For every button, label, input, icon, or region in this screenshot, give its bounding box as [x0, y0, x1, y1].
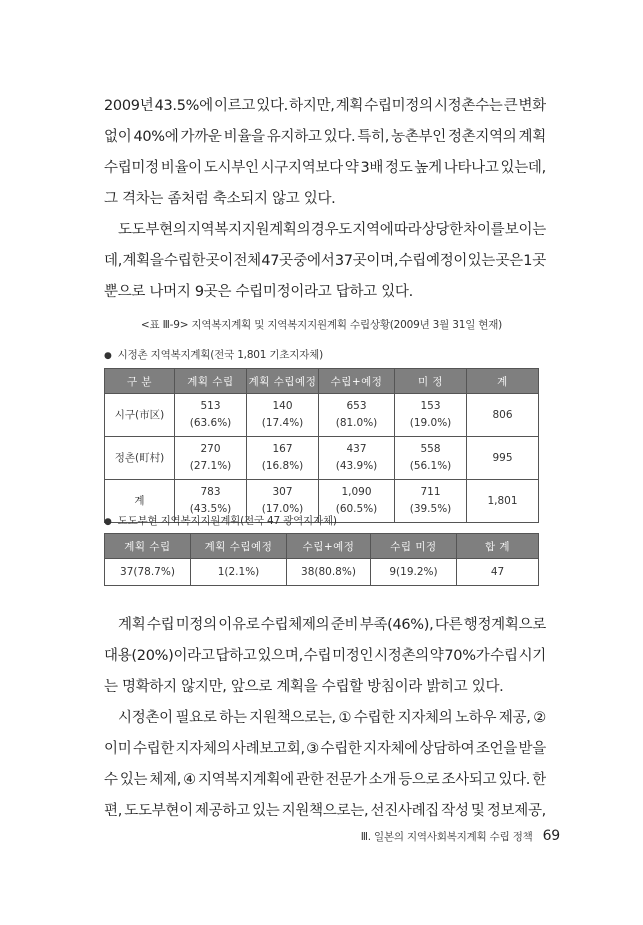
- row-total: 1,801: [467, 480, 539, 523]
- table-cell: 47: [457, 559, 539, 586]
- column-header: 계: [467, 369, 539, 394]
- table-cell: 653 (81.0%): [319, 394, 395, 437]
- column-header: 계획 수립예정: [247, 369, 319, 394]
- section-title-prefectural: [104, 513, 337, 528]
- bullet-icon: ●: [104, 517, 112, 527]
- table-cell: 140 (17.4%): [247, 394, 319, 437]
- table-cell: 270 (27.1%): [175, 437, 247, 480]
- column-header: 구 분: [105, 369, 175, 394]
- column-header: 계획 수립: [105, 534, 191, 559]
- table-cell: 711 (39.5%): [395, 480, 467, 523]
- table-row: [105, 559, 539, 586]
- bullet-icon: ●: [104, 351, 112, 361]
- section-title-text: 도도부현 지역복지지원계획(전국 47 광역지자체): [117, 515, 337, 527]
- table-header-row: [105, 369, 539, 394]
- row-total: 995: [467, 437, 539, 480]
- column-header: 미 정: [395, 369, 467, 394]
- table-cell: 783 (43.5%): [175, 480, 247, 523]
- table-cell: 38(80.8%): [287, 559, 371, 586]
- table-cell: 9(19.2%): [371, 559, 457, 586]
- table-cell: 153 (19.0%): [395, 394, 467, 437]
- prefectural-plan-table: [104, 533, 539, 586]
- table-cell: 167 (16.8%): [247, 437, 319, 480]
- section-title-text: 시정촌 지역복지계획(전국 1,801 기초지자체): [117, 349, 324, 361]
- text-line: 없이 40%에 가까운 비율을 유지하고 있다. 특히, 농촌부인 정촌지역의 계획: [104, 129, 546, 145]
- row-label: 정촌(町村): [105, 437, 175, 480]
- table-cell: 558 (56.1%): [395, 437, 467, 480]
- table-header-row: [105, 534, 539, 559]
- row-total: 806: [467, 394, 539, 437]
- column-header: 계획 수립: [175, 369, 247, 394]
- text-line: 시정촌이 필요로 하는 지원책으로는, ① 수립한 지자체의 노하우 제공, ②: [118, 710, 546, 726]
- text-line: 대용(20%)이라고 답하고 있으며, 수립 미정인 시정촌의 약 70%가 수립 시기: [104, 648, 546, 664]
- text-line: 이미 수립한 지자체의 사례보고회, ③ 수립한 지자체에 상담하여 조언을 받을: [104, 741, 546, 757]
- table-caption: <표 Ⅲ-9> 지역복지계획 및 지역복지지원계획 수립상황(2009년 3월 31일 현재): [140, 319, 503, 331]
- text-line: 데, 계획을 수립한 곳이 전체 47곳 중에서 37곳이며, 수립예정이 있는 곳은 1곳: [104, 253, 546, 269]
- column-header: 수립+예정: [319, 369, 395, 394]
- table-cell: 1(2.1%): [191, 559, 287, 586]
- body-paragraph-2: [104, 610, 546, 827]
- text-line: 수립미정 비율이 도시부인 시구지역보다 약 3배 정도 높게 나타나고 있는데,: [104, 160, 546, 176]
- text-line: 그 격차는 좀처럼 축소되지 않고 있다.: [104, 191, 336, 207]
- text-line: 수 있는 체제, ④ 지역복지계획에 관한 전문가 소개 등으로 조사되고 있다. 한: [104, 772, 546, 788]
- text-line: 계획 수립 미정의 이유로 수립체제의 준비 부족(46%), 다른 행정계획으로: [118, 617, 546, 633]
- column-header: 수립+예정: [287, 534, 371, 559]
- page-footer: [0, 828, 560, 844]
- row-label: 계: [105, 480, 175, 523]
- text-line: 뿐으로 나머지 9곳은 수립미정이라고 답하고 있다.: [104, 284, 413, 300]
- column-header: 계획 수립예정: [191, 534, 287, 559]
- table-cell: 37(78.7%): [105, 559, 191, 586]
- table-cell: 307 (17.0%): [247, 480, 319, 523]
- table-row: [105, 394, 539, 437]
- text-line: 도도부현의 지역복지지원계획의 경우도 지역에 따라 상당한 차이를 보이는: [118, 222, 546, 238]
- column-header: 수립 미정: [371, 534, 457, 559]
- row-label: 시구(市区): [105, 394, 175, 437]
- table-cell: 1,090 (60.5%): [319, 480, 395, 523]
- text-line: 는 명확하지 않지만, 앞으로 계획을 수립할 방침이라 밝히고 있다.: [104, 679, 504, 695]
- text-line: 2009년 43.5%에 이르고 있다. 하지만, 계획 수립미정의 시정촌수는 큰 변화: [104, 98, 546, 114]
- table-row: [105, 437, 539, 480]
- section-title-municipal: [104, 347, 323, 362]
- municipal-plan-table: [104, 368, 539, 523]
- column-header: 합 계: [457, 534, 539, 559]
- page-number: 69: [542, 828, 560, 844]
- text-line: 편, 도도부현이 제공하고 있는 지원책으로는, 선진사례집 작성 및 정보제공,: [104, 803, 546, 819]
- table-cell: 513 (63.6%): [175, 394, 247, 437]
- body-paragraph-1: [104, 91, 546, 308]
- running-footer-title: Ⅲ. 일본의 지역사회복지계획 수립 정책: [360, 831, 533, 843]
- table-cell: 437 (43.9%): [319, 437, 395, 480]
